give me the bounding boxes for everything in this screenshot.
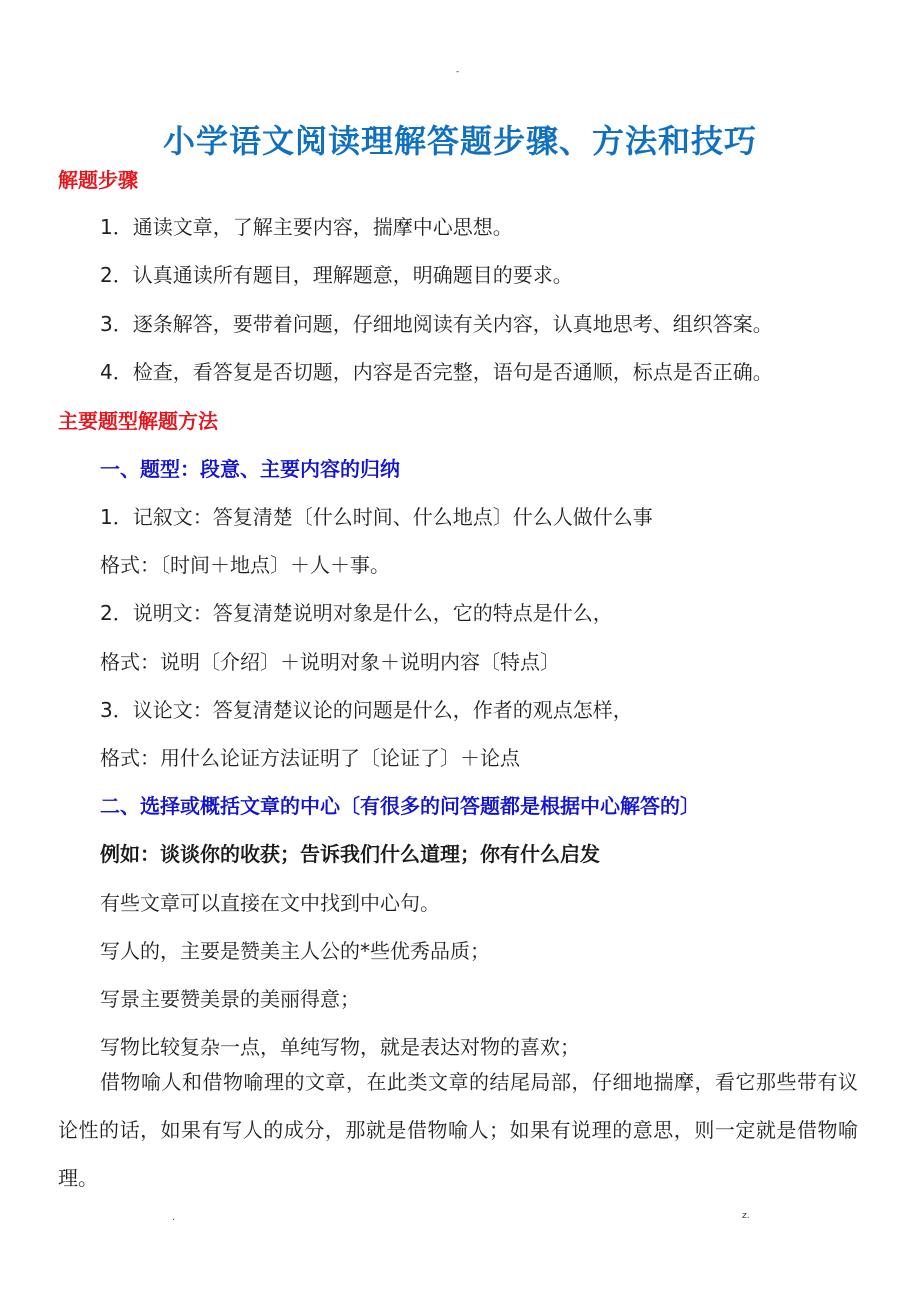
step-1: 1．通读文章，了解主要内容，揣摩中心思想。 xyxy=(100,215,513,239)
document-title: 小学语文阅读理解答题步骤、方法和技巧 xyxy=(162,122,757,161)
step-4: 4．检查，看答复是否切题，内容是否完整，语句是否通顺，标点是否正确。 xyxy=(100,360,773,384)
example-line: 例如：谈谈你的收获；告诉我们什么道理；你有什么启发 xyxy=(100,842,600,866)
expository-format: 格式：说明〔介绍〕＋说明对象＋说明内容〔特点〕 xyxy=(100,650,560,674)
page-mark-bottom-left: . xyxy=(172,1213,175,1223)
narrative-item: 1．记叙文：答复清楚〔什么时间、什么地点〕什么人做什么事 xyxy=(100,505,653,529)
closing-paragraph: 借物喻人和借物喻理的文章，在此类文章的结尾局部，仔细地揣摩，看它那些带有议论性的话，如果有写人的成分，那就是借物喻人；如果有说理的意思，则一定就是借物喻理。 xyxy=(58,1070,858,1190)
step-3: 3．逐条解答，要带着问题，仔细地阅读有关内容，认真地思考、组织答案。 xyxy=(100,312,773,336)
section-heading-steps: 解题步骤 xyxy=(58,168,138,192)
argumentative-format: 格式：用什么论证方法证明了〔论证了〕＋论点 xyxy=(100,746,520,770)
page-mark-top: - xyxy=(456,67,460,77)
tip-line-1: 有些文章可以直接在文中找到中心句。 xyxy=(100,891,440,915)
page-mark-bottom-right: z. xyxy=(742,1211,750,1221)
step-2: 2．认真通读所有题目，理解题意，明确题目的要求。 xyxy=(100,263,573,287)
tip-line-2: 写人的，主要是赞美主人公的*些优秀品质； xyxy=(100,939,490,963)
tip-line-3: 写景主要赞美景的美丽得意； xyxy=(100,987,360,1011)
narrative-format: 格式：〔时间＋地点〕＋人＋事。 xyxy=(100,553,390,577)
argumentative-item: 3．议论文：答复清楚议论的问题是什么，作者的观点怎样， xyxy=(100,698,633,722)
subheading-central-idea: 二、选择或概括文章的中心〔有很多的问答题都是根据中心解答的〕 xyxy=(100,794,700,818)
subheading-summary: 一、题型：段意、主要内容的归纳 xyxy=(100,457,400,481)
section-heading-methods: 主要题型解题方法 xyxy=(58,409,218,433)
tip-line-4: 写物比较复杂一点，单纯写物，就是表达对物的喜欢； xyxy=(100,1035,580,1059)
expository-item: 2．说明文：答复清楚说明对象是什么，它的特点是什么， xyxy=(100,601,613,625)
